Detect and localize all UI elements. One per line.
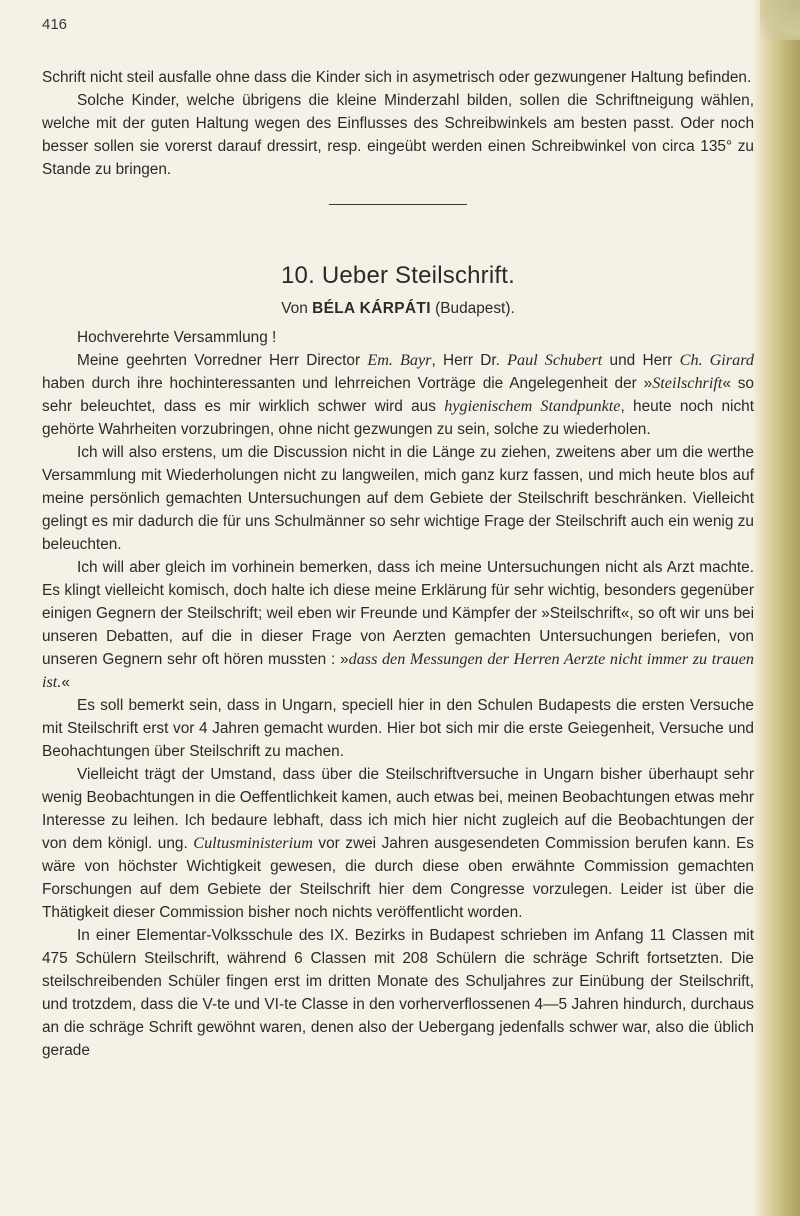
emphasis-text: hygienischem Standpunkte: [444, 397, 621, 415]
text-run: und Herr: [602, 352, 680, 369]
page-number: 416: [42, 16, 68, 33]
text-run: , Herr Dr.: [431, 352, 508, 369]
body-paragraph: [42, 694, 754, 763]
text-run: Ich will also erstens, um die Discussion nicht in die Länge zu ziehen, zweitens aber um die werthe Versammlung mit Wiederholungen nicht zu langweilen, mich ganz kurz fassen, und mich heute blos auf meine persönlich gemachten Untersuchungen auf dem Gebiete der Steilschrift beschränken. Vielleicht gelingt es mir dadurch die für uns Schulmänner so sehr wichtige Frage der Steilschrift auch ein wenig zu beleuchten.: [42, 444, 754, 553]
page-corner-stain: [760, 0, 800, 40]
body-paragraph: [42, 441, 754, 556]
intro-paragraph: [42, 66, 754, 89]
text-run: haben durch ihre hochinteressanten und lehrreichen Vorträge die Angelegenheit der »: [42, 375, 653, 392]
byline-suffix: (Budapest).: [430, 300, 515, 317]
page-edge-shadow: [752, 0, 800, 1216]
text-run: vor zwei Jahren ausgesendeten Commission berufen kann. Es wäre von höchster Wichtigkeit gewesen, die durch diese oben erwähnte Commission gemachten Forschungen auf dem Gebiete der Steilschrift hier dem Congresse vorzulegen. Leider ist über die Thätigkeit dieser Commission bisher noch nichts veröffentlicht worden.: [42, 835, 754, 921]
body-text: [42, 349, 754, 1062]
text-run: Vielleicht trägt der Umstand, dass über die Steilschriftversuche in Ungarn bisher überhaupt sehr wenig Beobachtungen in die Oeffentlichkeit kamen, auch etwas bei, meinen Beobachtungen etwas mehr Interesse zu leihen. Ich bedaure lebhaft, dass ich mich hier nicht zugleich auf die Beobachtungen der von dem königl. ung.: [42, 766, 754, 852]
emphasis-text: Em. Bayr: [367, 351, 432, 369]
body-paragraph: [42, 924, 754, 1062]
intro-text: [42, 66, 754, 181]
text-run: Es soll bemerkt sein, dass in Ungarn, speciell hier in den Schulen Budapests die ersten Versuche mit Steilschrift erst vor 4 Jahren gemacht wurden. Hier bot sich mir die erste Geiegenheit, Versuche und Beohachtungen über Steilschrift zu machen.: [42, 697, 754, 760]
text-run: Schrift nicht steil ausfalle ohne dass die Kinder sich in asymetrisch oder gezwungener Haltung befinden.: [42, 69, 752, 86]
text-run: Meine geehrten Vorredner Herr Director: [77, 352, 368, 369]
byline-author: BÉLA KÁRPÁTI: [312, 300, 431, 317]
byline-prefix: Von: [281, 300, 313, 317]
section-byline: [42, 297, 754, 320]
body-paragraph: [42, 556, 754, 694]
body-paragraph: [42, 763, 754, 924]
emphasis-text: Steilschrift: [652, 374, 723, 392]
text-run: «: [61, 674, 70, 691]
section-divider: [329, 204, 467, 205]
text-run: Ich will aber gleich im vorhinein bemerken, dass ich meine Untersuchungen nicht als Arzt machte. Es klingt vielleicht komisch, doch halte ich diese meine Erklärung für sehr wichtig, besonders gegenüber einigen Gegnern der Steilschrift; weil eben wir Freunde und Kämpfer der »Steilschrift«, so oft wir uns bei unseren Debatten, auf die in dieser Frage von Aerzten gemachten Untersuchungen beriefen, von unseren Gegnern sehr oft hören mussten : »: [42, 559, 754, 668]
emphasis-text: Cultusministerium: [193, 834, 313, 852]
intro-paragraph: [42, 89, 754, 181]
salutation: Hochverehrte Versammlung !: [77, 329, 277, 346]
text-run: In einer Elementar-Volksschule des IX. Bezirks in Budapest schrieben im Anfang 11 Classen mit 475 Schülern Steilschrift, während 6 Classen mit 208 Schülern die schräge Schrift fortsetzten. Die steilschreibenden Schüler fingen erst im dritten Monate des Schuljahres zur Einübung der Steilschrift, und trotzdem, dass die V-te und VI-te Classe in den vorherverflossenen 4—5 Jahren hindurch, durchaus an die schräge Schrift gewöhnt waren, denen also der Uebergang jedenfalls schwer war, also die üblich gerade: [42, 927, 754, 1059]
emphasis-text: dass den Messungen der Herren Aerzte nicht immer zu trauen ist.: [42, 650, 754, 691]
body-paragraph: [42, 349, 754, 441]
page-body: [42, 66, 754, 1062]
text-run: Solche Kinder, welche übrigens die kleine Minderzahl bilden, sollen die Schriftneigung wählen, welche mit der guten Haltung wegen des Einflusses des Schreibwinkels am besten passt. Oder noch besser sollen sie vorerst darauf dressirt, resp. eingeübt werden einen Schreibwinkel von circa 135° zu Stande zu bringen.: [42, 92, 754, 178]
text-run: « so sehr beleuchtet, dass es mir wirklich schwer wird aus: [42, 375, 754, 415]
text-run: , heute noch nicht gehörte Wahrheiten vorzubringen, ohne nicht gezwungen zu sein, solche zu wiederholen.: [42, 398, 754, 438]
emphasis-text: Ch. Girard: [679, 351, 754, 369]
emphasis-text: Paul Schubert: [507, 351, 603, 369]
section-title: 10. Ueber Steilschrift.: [280, 262, 516, 289]
